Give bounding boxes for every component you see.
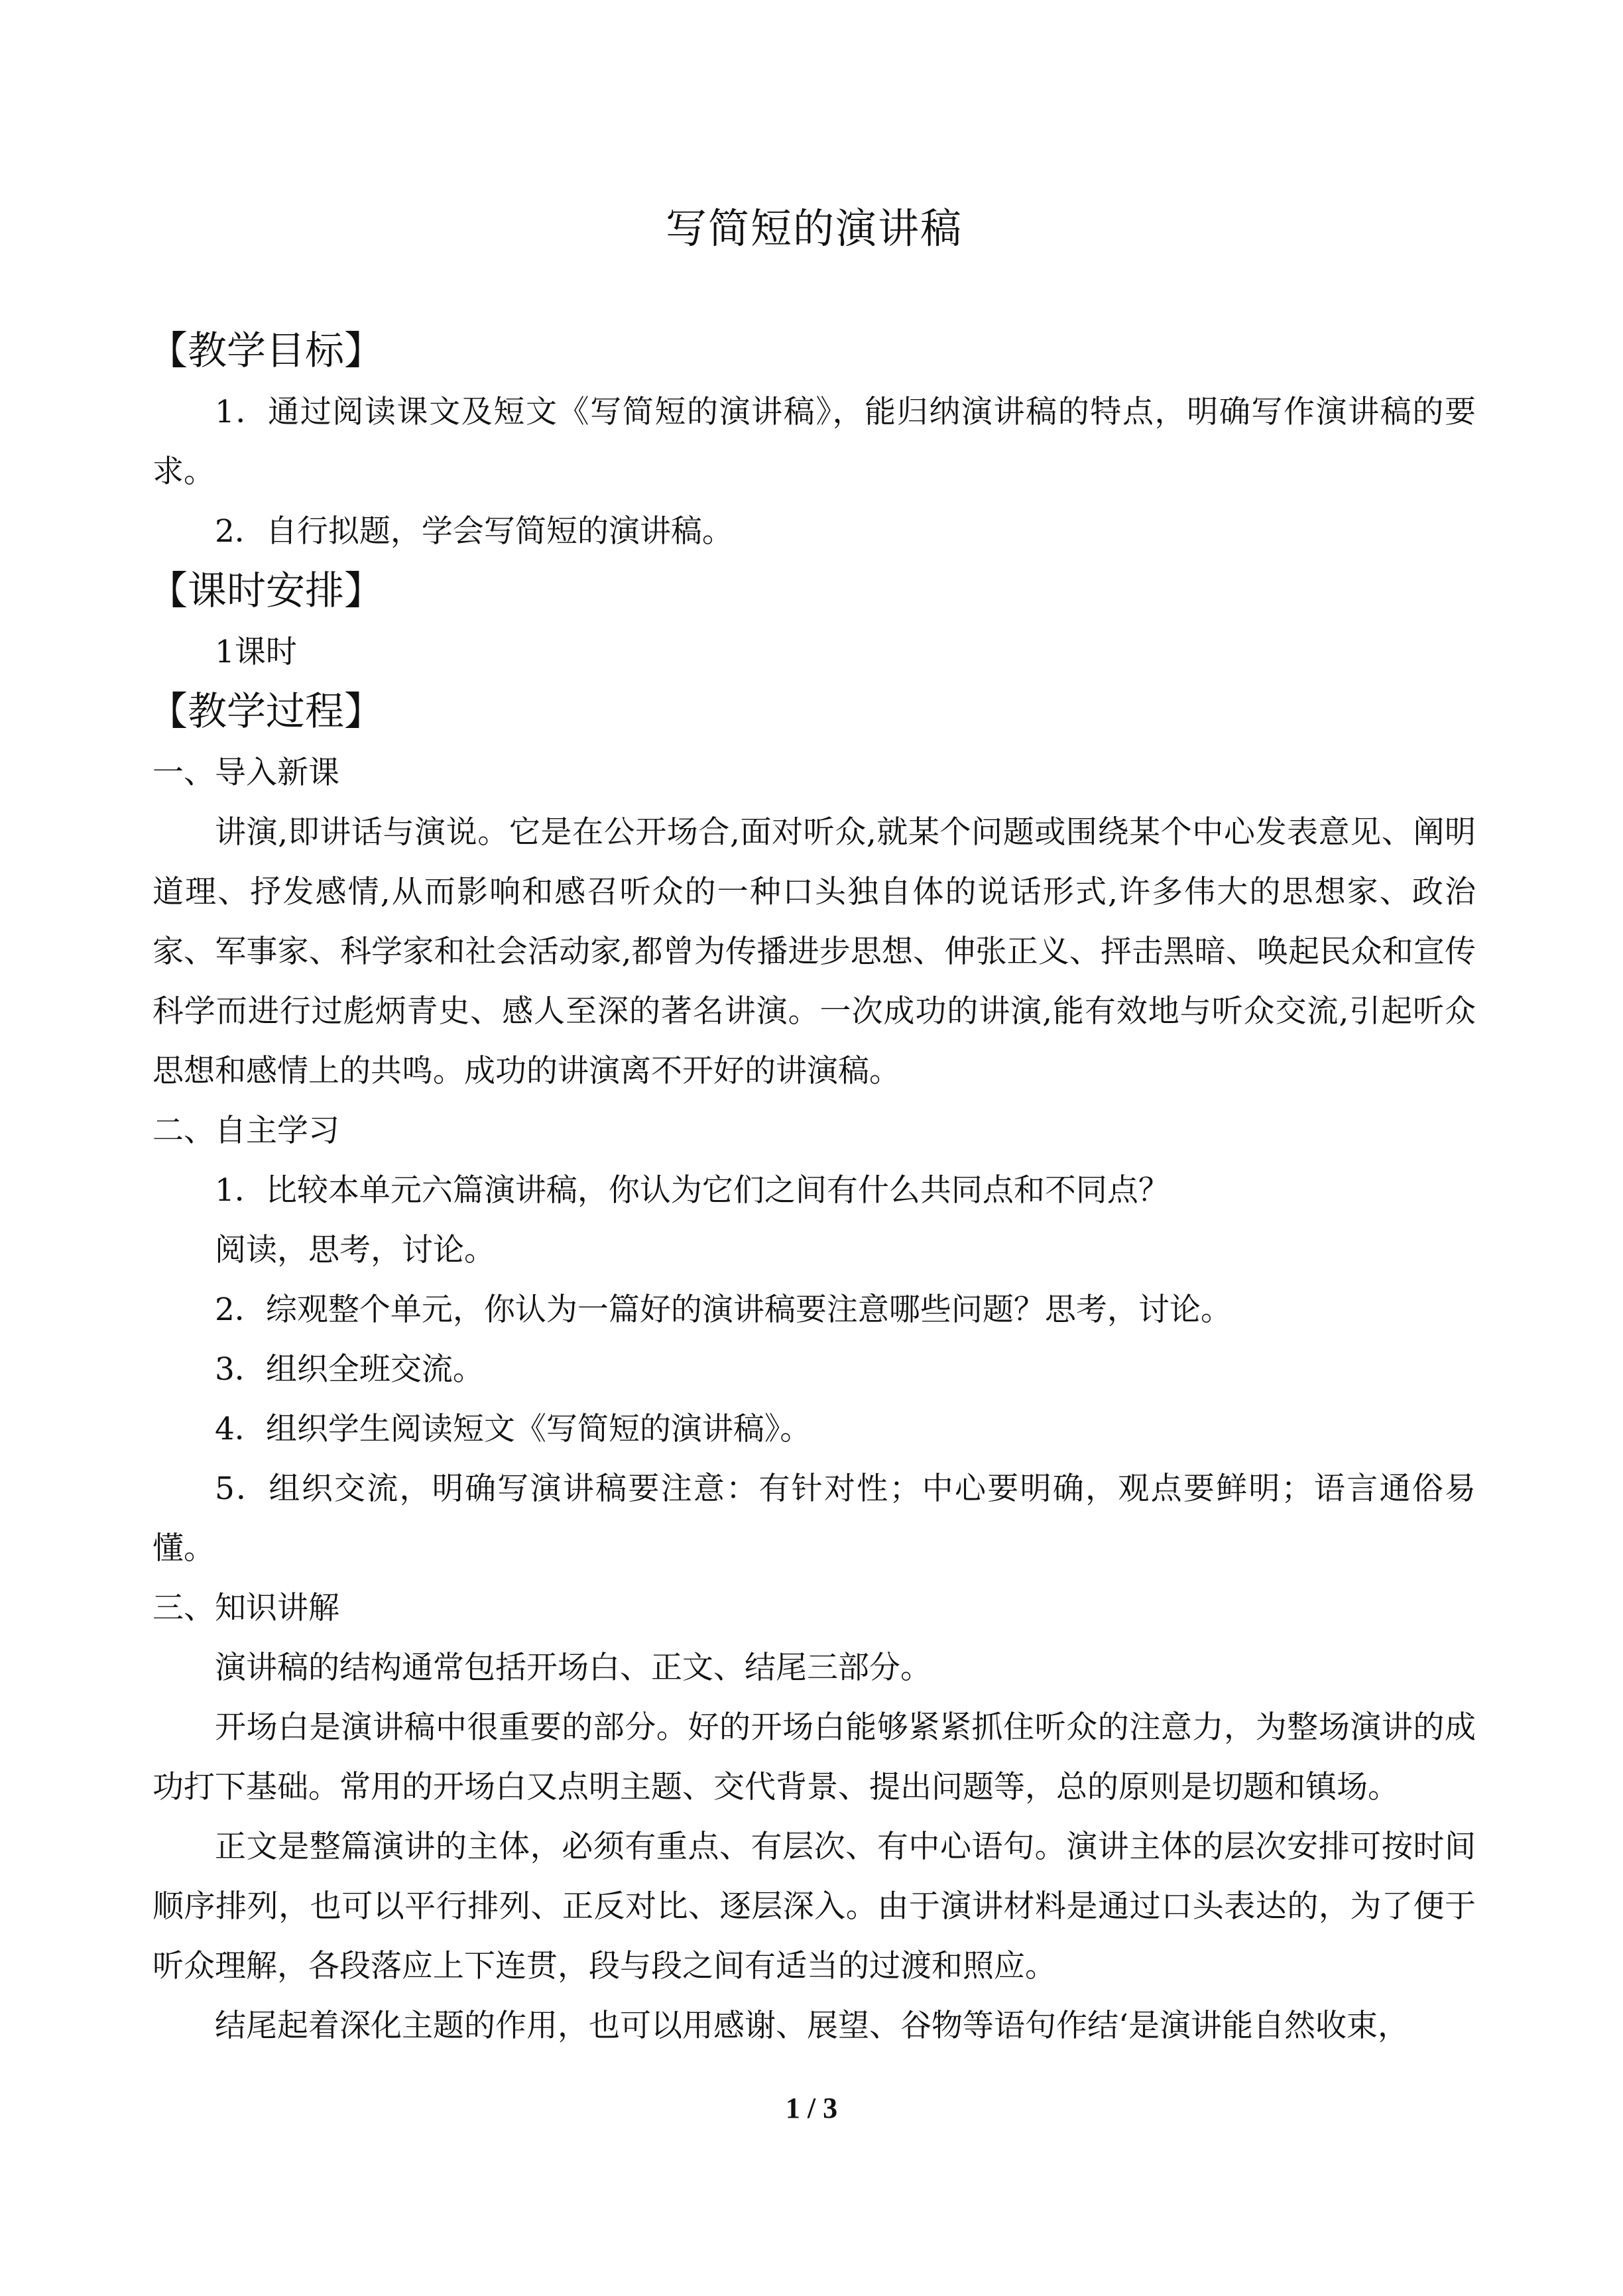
paragraph: 5．组织交流，明确写演讲稿要注意：有针对性；中心要明确，观点要鲜明；语言通俗易懂。 (152, 1471, 1476, 1567)
objective-item: 1．通过阅读课文及短文《写简短的演讲稿》，能归纳演讲稿的特点，明确写作演讲稿的要求。 (152, 394, 1476, 490)
paragraph: 1．比较本单元六篇演讲稿，你认为它们之间有什么共同点和不同点？ (215, 1172, 1170, 1209)
paragraph: 3．组织全班交流。 (215, 1351, 484, 1388)
section-heading-schedule: 【课时安排】 (149, 568, 384, 613)
paragraph: 结尾起着深化主题的作用，也可以用感谢、展望、谷物等语句作结‘是演讲能自然收束， (215, 2008, 1409, 2044)
subsection-heading-self-study: 二、自主学习 (152, 1113, 339, 1149)
paragraph: 正文是整篇演讲的主体，必须有重点、有层次、有中心语句。演讲主体的层次安排可按时间顺序排列，也可以平行排列、正反对比、逐层深入。由于演讲材料是通过口头表达的，为了便于听众理解，各段落应上下连贯，段与段之间有适当的过渡和照应。 (152, 1829, 1476, 1984)
schedule-text: 1课时 (215, 634, 297, 670)
objective-item: 2．自行拟题，学会写简短的演讲稿。 (215, 513, 733, 550)
document-title: 写简短的演讲稿 (665, 204, 963, 253)
paragraph: 4．组织学生阅读短文《写简短的演讲稿》。 (215, 1411, 812, 1447)
subsection-heading-intro: 一、导入新课 (152, 755, 339, 791)
paragraph: 2．综观整个单元，你认为一篇好的演讲稿要注意哪些问题？思考，讨论。 (215, 1292, 1232, 1328)
section-heading-process: 【教学过程】 (149, 688, 384, 734)
paragraph: 开场白是演讲稿中很重要的部分。好的开场白能够紧紧抓住听众的注意力，为整场演讲的成功打下基础。常用的开场白又点明主题、交代背景、提出问题等，总的原则是切题和镇场。 (152, 1709, 1476, 1805)
paragraph: 阅读，思考，讨论。 (215, 1232, 495, 1268)
page-number: 1 / 3 (785, 2092, 838, 2124)
paragraph: 讲演,即讲话与演说。它是在公开场合,面对听众,就某个问题或围绕某个中心发表意见、阐明道理、抒发感情,从而影响和感召听众的一种口头独自体的说话形式,许多伟大的思想家、政治家、军事家、科学家和社会活动家,都曾为传播进步思想、伸张正义、抨击黑暗、唤起民众和宣传科学而进行过彪炳青史、感人至深的著名讲演。一次成功的讲演,能有效地与听众交流,引起听众思想和感情上的共鸣。成功的讲演离不开好的讲演稿。 (152, 814, 1476, 1089)
paragraph: 演讲稿的结构通常包括开场白、正文、结尾三部分。 (215, 1650, 932, 1686)
section-heading-objectives: 【教学目标】 (149, 328, 384, 373)
subsection-heading-knowledge: 三、知识讲解 (152, 1590, 339, 1626)
